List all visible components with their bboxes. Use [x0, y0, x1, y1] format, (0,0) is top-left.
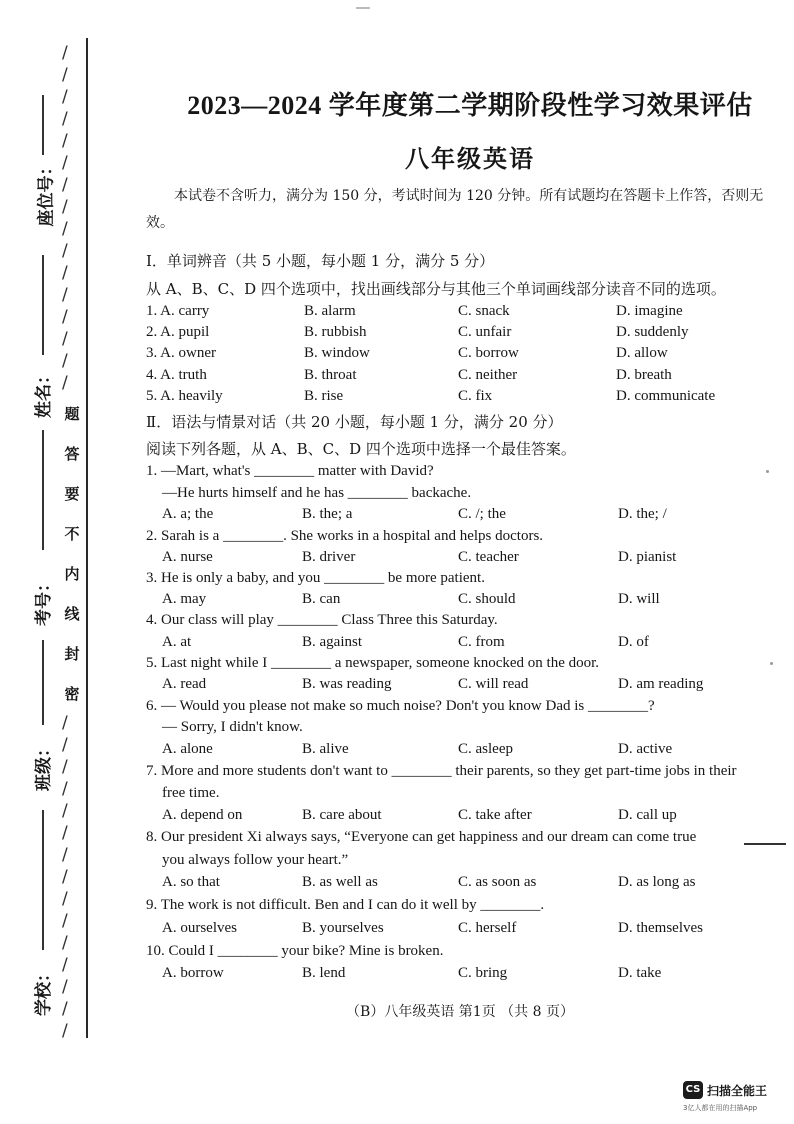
school-field[interactable]	[20, 960, 54, 1020]
scanner-watermark	[683, 1079, 791, 1117]
answer-option[interactable]: C. as soon as	[458, 874, 537, 890]
student-name-field[interactable]	[20, 360, 54, 420]
option-text[interactable]: D. allow	[616, 345, 668, 362]
seal-character: 不	[64, 525, 80, 543]
question-stem: 3. He is only a baby, and you ________ be more patient.	[146, 570, 485, 586]
binding-line	[86, 38, 88, 1038]
answer-option[interactable]: A. may	[162, 591, 207, 607]
answer-option[interactable]: B. yourselves	[302, 920, 384, 936]
option-text[interactable]: C. unfair	[458, 324, 512, 341]
pronunciation-question	[146, 303, 786, 324]
option-text[interactable]: B. throat	[304, 366, 357, 383]
pronunciation-question	[146, 324, 786, 345]
pronunciation-question	[146, 367, 786, 388]
field-underline	[42, 95, 44, 155]
answer-option[interactable]: A. at	[162, 634, 192, 650]
exam-subtitle: 八年级英语	[405, 147, 535, 173]
question-stem: 8. Our president Xi always says, “Everyone can get happiness and our dream can come true	[146, 829, 697, 845]
school-label: 学校：	[34, 965, 54, 1016]
student-name-label: 姓名：	[34, 367, 54, 418]
question-stem-continued: — Sorry, I didn't know.	[162, 719, 303, 735]
part1-instruction: 从 A、B、C、D 四个选项中，找出画线部分与其他三个单词画线部分读音不同的选项。	[146, 280, 726, 298]
answer-option[interactable]: D. themselves	[618, 920, 703, 936]
option-text[interactable]: 1. A. carry	[146, 303, 210, 319]
option-text[interactable]: B. rise	[304, 387, 344, 404]
answer-option[interactable]: A. borrow	[162, 965, 224, 981]
answer-option[interactable]: C. should	[458, 591, 516, 607]
question-stem-continued: free time.	[162, 785, 220, 801]
answer-option[interactable]: C. bring	[458, 965, 508, 981]
answer-option[interactable]: B. was reading	[302, 676, 392, 692]
answer-option[interactable]: B. care about	[302, 807, 382, 823]
answer-option[interactable]: A. ourselves	[162, 920, 237, 936]
answer-option[interactable]: D. will	[618, 591, 660, 607]
seat-number-field[interactable]	[20, 150, 57, 230]
option-text[interactable]: B. alarm	[304, 303, 356, 319]
answer-option[interactable]: B. the; a	[302, 506, 353, 522]
field-underline	[42, 640, 44, 725]
answer-option[interactable]: A. so that	[162, 874, 220, 890]
option-text[interactable]: 2. A. pupil	[146, 324, 210, 341]
seal-character: 要	[64, 485, 80, 503]
option-text[interactable]: 3. A. owner	[146, 345, 216, 362]
class-label: 班级：	[34, 740, 54, 791]
scan-artifact	[770, 662, 773, 665]
answer-option[interactable]: B. can	[302, 591, 341, 607]
option-text[interactable]: D. suddenly	[616, 324, 689, 341]
answer-option[interactable]: C. teacher	[458, 549, 519, 565]
answer-option[interactable]: D. pianist	[618, 549, 677, 565]
binding-margin	[0, 0, 95, 1060]
part2-heading: Ⅱ．语法与情景对话（共 20 小题，每小题 1 分，满分 20 分）	[146, 413, 563, 431]
camscanner-tagline: 3亿人都在用的扫描App	[683, 1104, 758, 1112]
answer-option[interactable]: C. from	[458, 634, 505, 650]
answer-option[interactable]: C. /; the	[458, 506, 506, 522]
scan-artifact	[356, 7, 370, 9]
seal-character: 密	[64, 685, 80, 703]
answer-option[interactable]: B. driver	[302, 549, 356, 565]
option-text[interactable]: C. fix	[458, 387, 493, 404]
answer-option[interactable]: B. alive	[302, 741, 349, 757]
camscanner-name: 扫描全能王	[707, 1084, 768, 1098]
question-stem: 2. Sarah is a ________. She works in a hospital and helps doctors.	[146, 528, 544, 544]
question-stem: 7. More and more students don't want to ________ their parents, so they get part-time jobs in their	[146, 763, 737, 779]
option-text[interactable]: D. breath	[616, 366, 672, 383]
question-stem-continued: you always follow your heart.”	[162, 852, 349, 868]
question-stem: 10. Could I ________ your bike? Mine is broken.	[146, 943, 444, 959]
answer-blank-overflow	[744, 843, 786, 845]
exam-title: 2023—2024 学年度第二学期阶段性学习效果评估	[187, 91, 753, 120]
option-text[interactable]: 4. A. truth	[146, 366, 207, 383]
option-text[interactable]: C. neither	[458, 366, 518, 383]
pronunciation-question	[146, 345, 786, 366]
field-underline	[42, 810, 44, 950]
answer-option[interactable]: C. take after	[458, 807, 532, 823]
answer-option[interactable]: B. against	[302, 634, 362, 650]
question-stem: 9. The work is not difficult. Ben and I can do it well by ________.	[146, 897, 545, 913]
cut-line-lower: / / / / / / / / / / / / / / /	[62, 713, 68, 1041]
option-text[interactable]: C. borrow	[458, 345, 519, 362]
question-stem: 5. Last night while I ________ a newspaper, someone knocked on the door.	[146, 655, 600, 671]
question-stem: 1. —Mart, what's ________ matter with David?	[146, 463, 434, 479]
option-text[interactable]: D. communicate	[616, 387, 716, 404]
pronunciation-question	[146, 388, 786, 409]
seal-character: 线	[64, 605, 80, 623]
answer-option[interactable]: C. herself	[458, 920, 517, 936]
exam-number-field[interactable]	[20, 570, 54, 630]
answer-option[interactable]: B. lend	[302, 965, 346, 981]
answer-option[interactable]: A. alone	[162, 741, 213, 757]
part2-instruction: 阅读下列各题，从 A、B、C、D 四个选项中选择一个最佳答案。	[146, 440, 576, 458]
scan-artifact	[766, 470, 769, 473]
field-underline	[42, 430, 44, 550]
field-underline	[42, 255, 44, 355]
seat-number-label: 座位号：	[36, 158, 57, 227]
answer-option[interactable]: C. will read	[458, 676, 529, 692]
seal-character: 答	[64, 445, 80, 463]
answer-option[interactable]: D. am reading	[618, 676, 704, 692]
class-field[interactable]	[20, 735, 54, 795]
answer-option[interactable]: A. a; the	[162, 506, 214, 522]
answer-option[interactable]: D. active	[618, 741, 673, 757]
option-text[interactable]: B. rubbish	[304, 324, 367, 341]
answer-option[interactable]: D. as long as	[618, 874, 696, 890]
answer-option[interactable]: C. asleep	[458, 741, 513, 757]
seal-character: 封	[64, 645, 80, 663]
option-text[interactable]: 5. A. heavily	[146, 387, 223, 404]
seal-character: 内	[64, 565, 80, 583]
part1-heading: Ⅰ．单词辨音（共 5 小题，每小题 1 分，满分 5 分）	[146, 252, 495, 270]
answer-option[interactable]: D. take	[618, 965, 662, 981]
answer-option[interactable]: A. depend on	[162, 807, 243, 823]
camscanner-logo: CS	[683, 1081, 703, 1099]
question-stem: 6. — Would you please not make so much noise? Don't you know Dad is ________?	[146, 698, 655, 714]
answer-option[interactable]: A. nurse	[162, 549, 213, 565]
option-text[interactable]: C. snack	[458, 303, 510, 319]
question-stem: 4. Our class will play ________ Class Three this Saturday.	[146, 612, 498, 628]
answer-option[interactable]: D. of	[618, 634, 649, 650]
answer-option[interactable]: D. the; /	[618, 506, 667, 522]
answer-option[interactable]: B. as well as	[302, 874, 378, 890]
exam-number-label: 考号：	[34, 575, 54, 626]
option-text[interactable]: D. imagine	[616, 303, 683, 319]
page-footer: （B）八年级英语 第1页 （共 8 页）	[346, 1004, 574, 1020]
answer-option[interactable]: D. call up	[618, 807, 677, 823]
cut-line-upper: / / / / / / / / / / / / / / / /	[62, 43, 68, 393]
option-text[interactable]: B. window	[304, 345, 370, 362]
seal-character: 题	[64, 405, 80, 423]
question-stem-continued: —He hurts himself and he has ________ backache.	[162, 485, 472, 501]
exam-instructions: 本试卷不含听力，满分为 150 分，考试时间为 120 分钟。所有试题均在答题卡上作答，否则无效。	[146, 188, 764, 231]
answer-option[interactable]: A. read	[162, 676, 207, 692]
